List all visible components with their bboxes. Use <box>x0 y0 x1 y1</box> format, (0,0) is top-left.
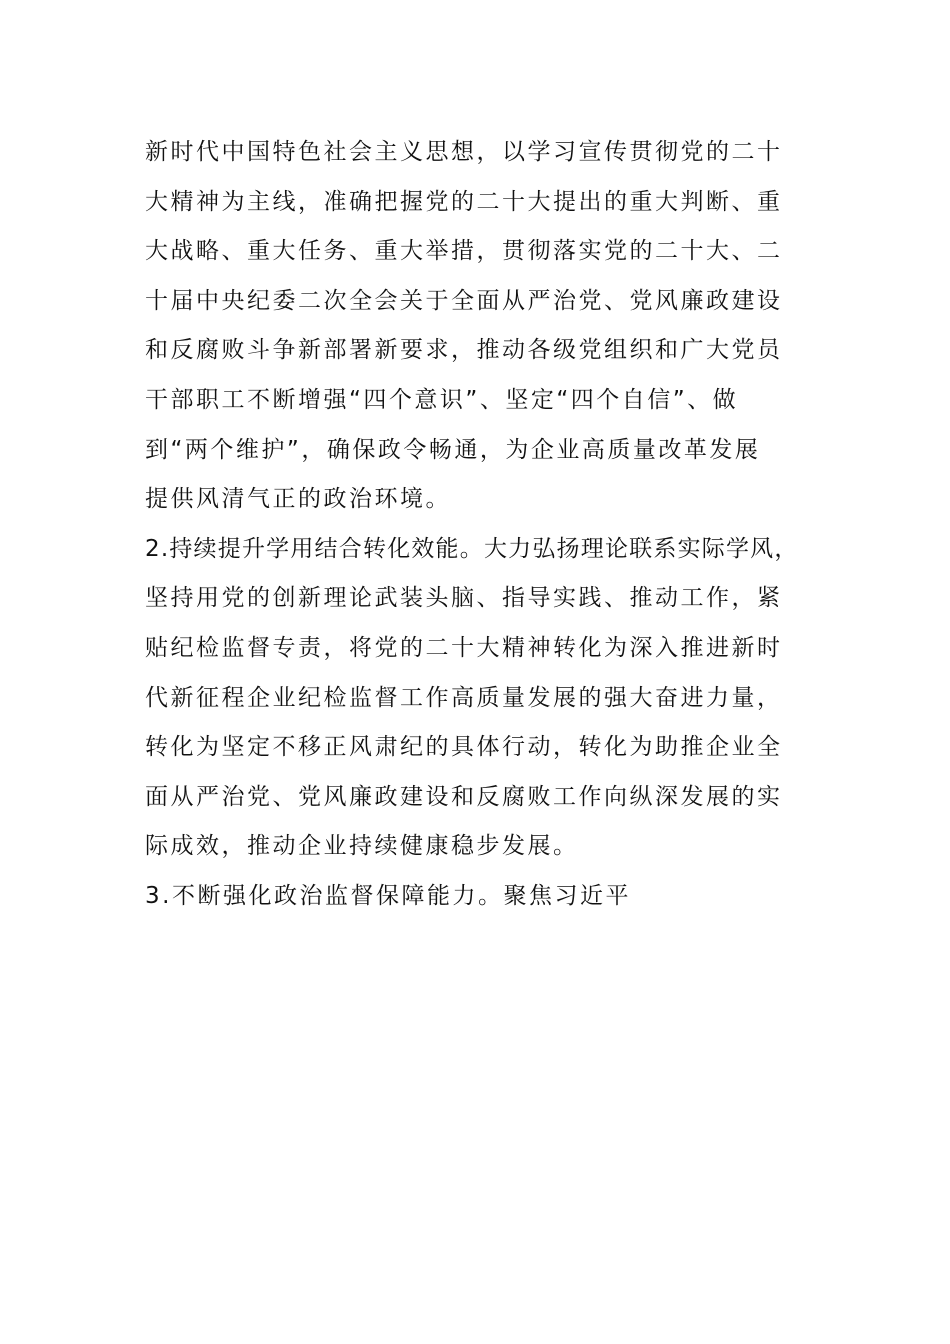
text-line: 新时代中国特色社会主义思想，以学习宣传贯彻党的二十 <box>145 139 783 165</box>
text-line: 到“两个维护”，确保政令畅通，为企业高质量改革发展 <box>145 436 761 463</box>
text-line: 干部职工不断增强“四个意识”、坚定“四个自信”、做 <box>145 386 739 413</box>
text-line: 和反腐败斗争新部署新要求，推动各级党组织和广大党员 <box>145 337 783 364</box>
text-line: 贴纪检监督专责，将党的二十大精神转化为深入推进新时 <box>145 634 783 661</box>
text-line: 3.不断强化政治监督保障能力。聚焦习近平 <box>145 882 631 909</box>
text-line: 际成效，推动企业持续健康稳步发展。 <box>145 833 579 860</box>
text-line: 代新征程企业纪检监督工作高质量发展的强大奋进力量， <box>145 684 783 711</box>
text-line: 提供风清气正的政治环境。 <box>145 486 451 513</box>
body-text <box>145 128 815 922</box>
text-line: 坚持用党的创新理论武装头脑、指导实践、推动工作，紧 <box>145 585 783 612</box>
text-line: 转化为坚定不移正风肃纪的具体行动，转化为助推企业全 <box>145 734 783 761</box>
text-line: 面从严治党、党风廉政建设和反腐败工作向纵深发展的实 <box>145 783 783 810</box>
text-line: 大战略、重大任务、重大举措，贯彻落实党的二十大、二 <box>145 238 783 265</box>
text-line: 十届中央纪委二次全会关于全面从严治党、党风廉政建设 <box>145 287 783 314</box>
text-line: 大精神为主线，准确把握党的二十大提出的重大判断、重 <box>145 188 783 215</box>
text-line: 2.持续提升学用结合转化效能。大力弘扬理论联系实际学风， <box>145 535 799 562</box>
